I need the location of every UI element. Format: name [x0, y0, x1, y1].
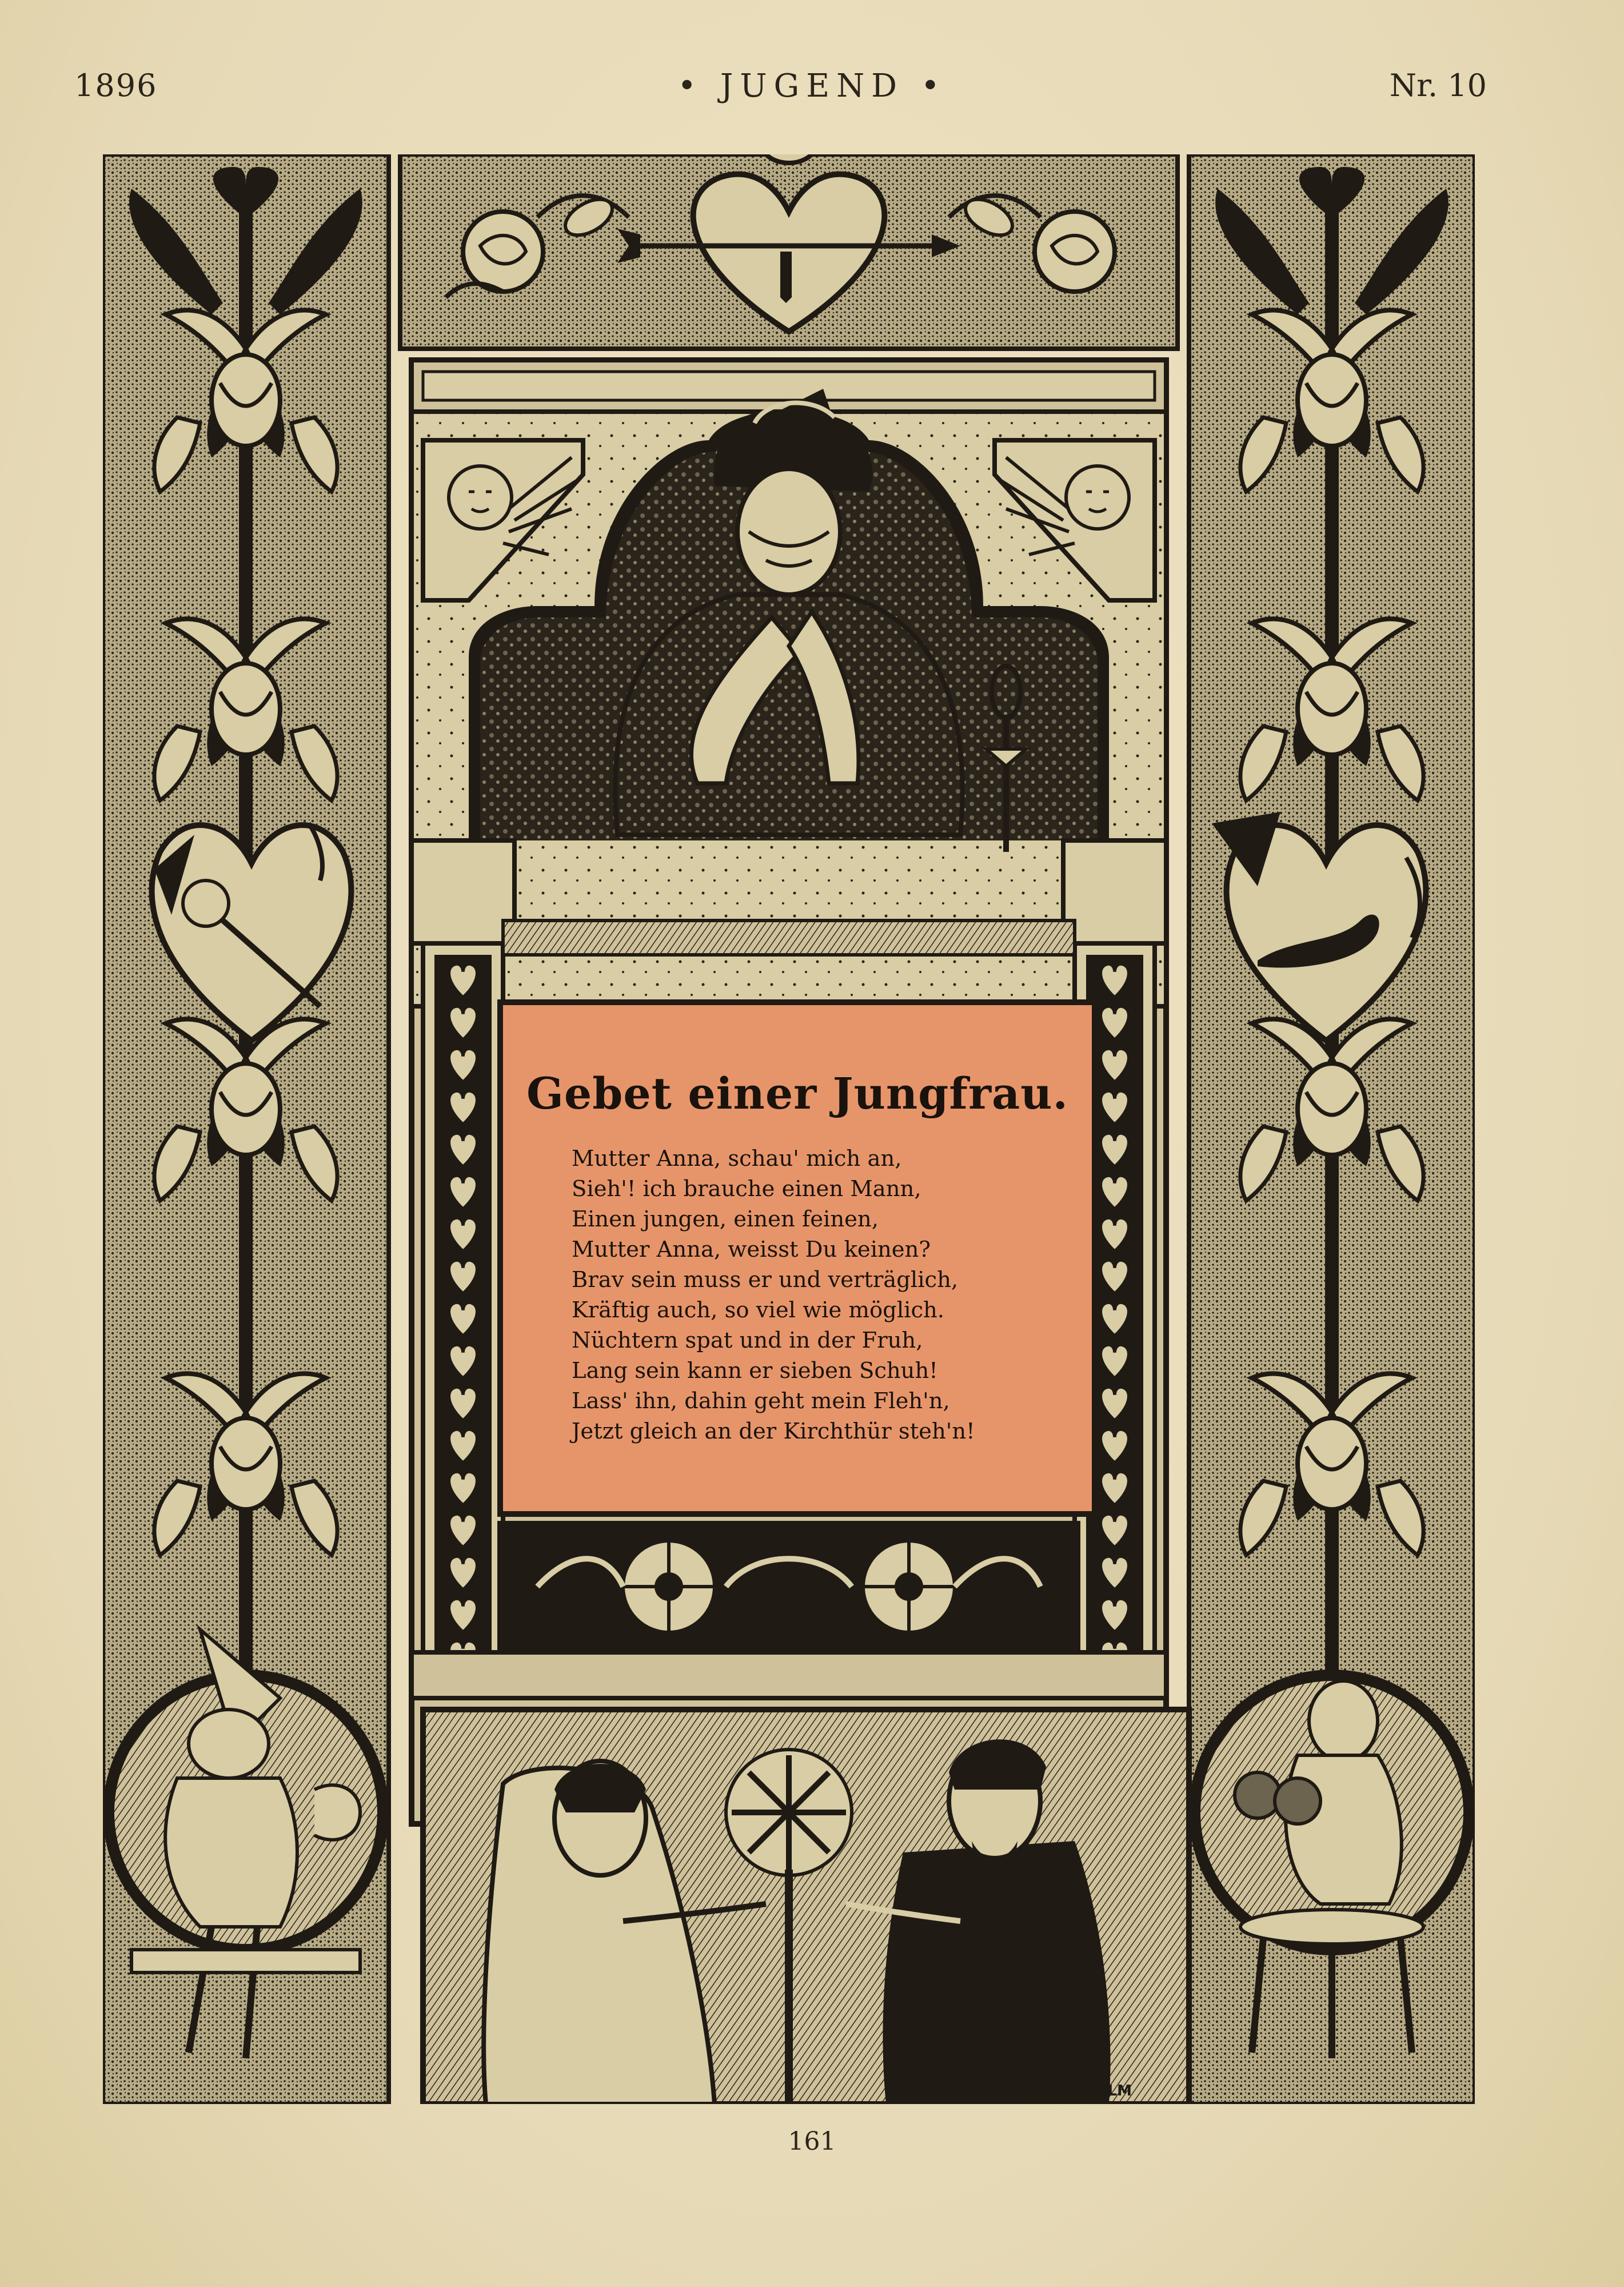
poem-line: Lang sein kann er sieben Schuh!: [572, 1358, 938, 1384]
poem-line: Sieh'! ich brauche einen Mann,: [572, 1176, 921, 1202]
poem-panel: [497, 999, 1098, 1517]
poem-line: Lass' ihn, dahin geht mein Fleh'n,: [572, 1388, 950, 1414]
running-head: [0, 67, 1624, 113]
poem-line: Mutter Anna, weisst Du keinen?: [572, 1237, 931, 1262]
poem-title: Gebet einer Jungfrau.: [526, 1068, 1068, 1119]
poem-text: [572, 1144, 1075, 1447]
poem-line: Nüchtern spat und in der Fruh,: [572, 1328, 923, 1353]
header-year: 1896: [74, 67, 158, 103]
header-journal-title: • JUGEND •: [677, 67, 947, 105]
page-number: 161: [788, 2127, 836, 2156]
poem-line: Jetzt gleich an der Kirchthür steh'n!: [572, 1419, 975, 1444]
poem-line: Mutter Anna, schau' mich an,: [572, 1146, 902, 1172]
poem-line: Einen jungen, einen feinen,: [572, 1206, 879, 1232]
artist-signature: SCHMIDT-HELM: [1004, 2082, 1132, 2099]
header-issue-number: Nr. 10: [1389, 67, 1487, 103]
poem-line: Brav sein muss er und verträglich,: [572, 1267, 959, 1293]
poem-line: Kräftig auch, so viel wie möglich.: [572, 1297, 945, 1323]
